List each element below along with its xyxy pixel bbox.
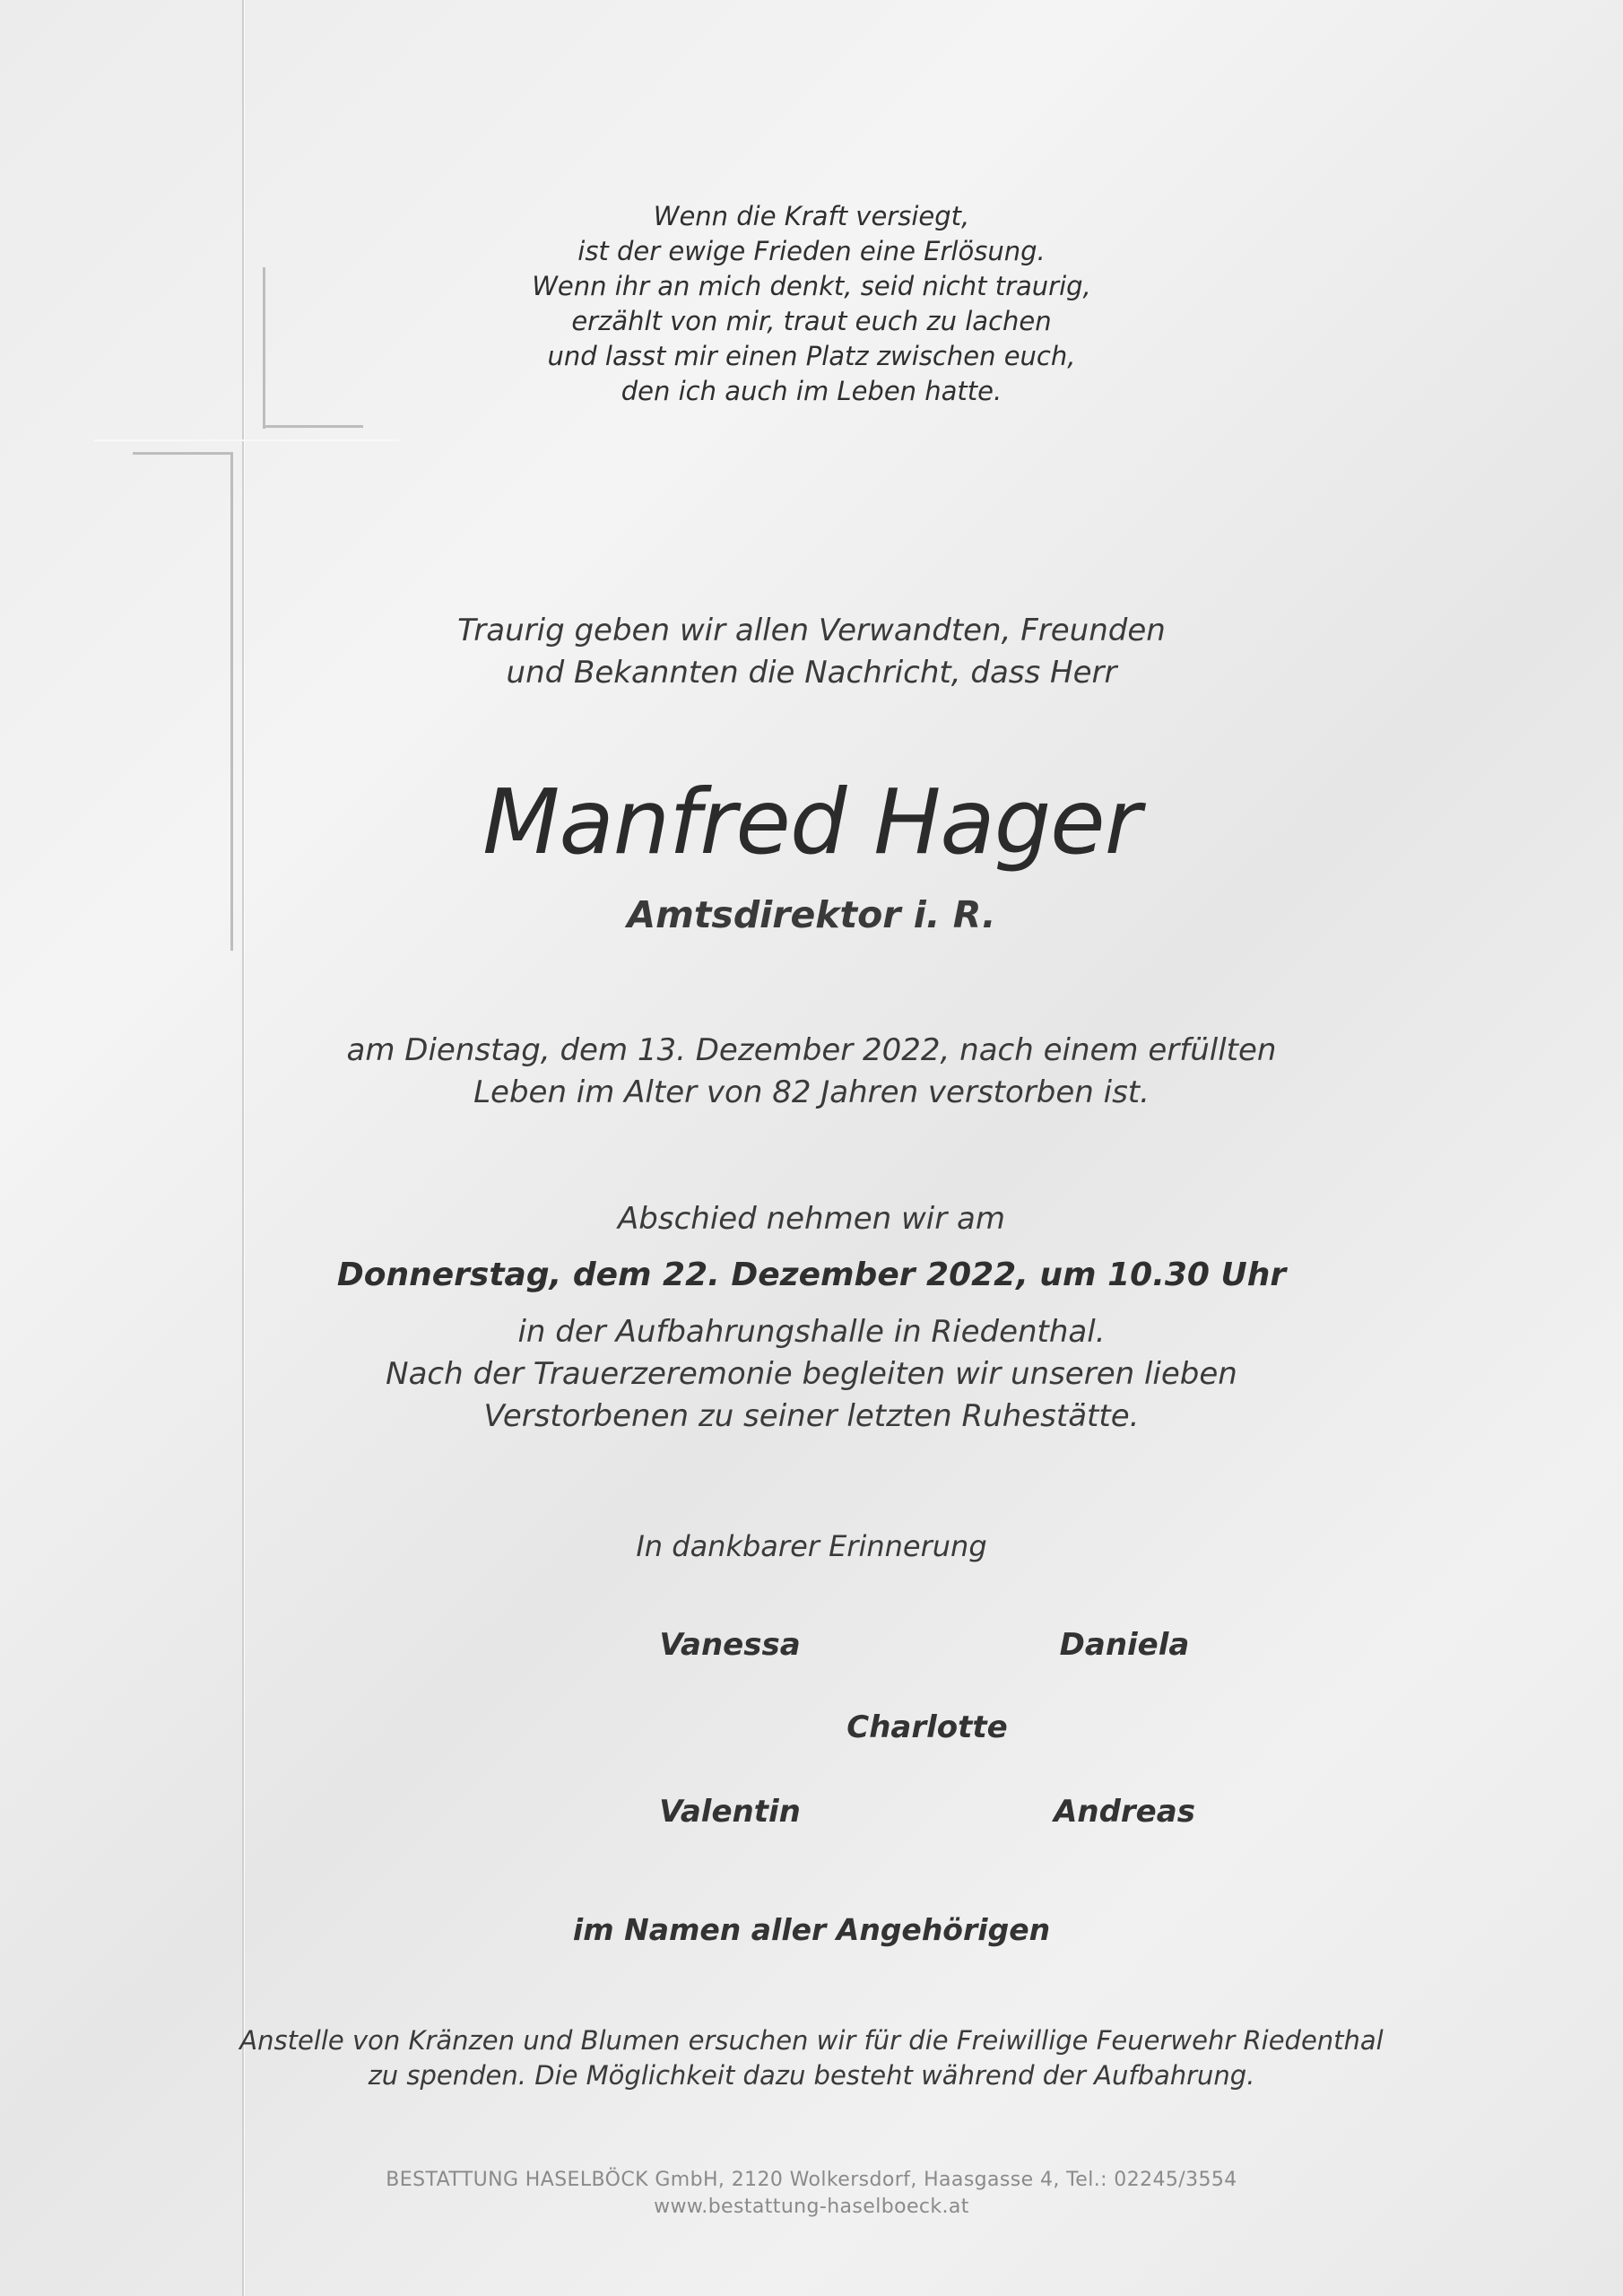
mourner-name: Charlotte bbox=[846, 1709, 1008, 1745]
footer-website: www.bestattung-haselboeck.at bbox=[654, 2196, 969, 2218]
farewell-line: Nach der Trauerzeremonie begleiten wir unseren lieben bbox=[386, 1356, 1237, 1392]
mourner-name: Daniela bbox=[1059, 1627, 1190, 1663]
farewell-details bbox=[0, 1311, 1623, 1438]
footer-company: BESTATTUNG HASELBÖCK GmbH, 2120 Wolkersdorf, Haasgasse 4, Tel.: 02245/3554 bbox=[386, 2169, 1237, 2191]
mourner-name: Vanessa bbox=[659, 1627, 801, 1663]
family-note: im Namen aller Angehörigen bbox=[572, 1912, 1051, 1947]
donation-line: zu spenden. Die Möglichkeit dazu besteht während der Aufbahrung. bbox=[368, 2060, 1255, 2091]
farewell-date: Donnerstag, dem 22. Dezember 2022, um 10.30 Uhr bbox=[336, 1257, 1287, 1293]
farewell-line: Verstorbenen zu seiner letzten Ruhestätte. bbox=[483, 1398, 1140, 1434]
farewell-line: in der Aufbahrungshalle in Riedenthal. bbox=[517, 1314, 1106, 1350]
deceased-name: Manfred Hager bbox=[482, 770, 1141, 874]
farewell-intro: Abschied nehmen wir am bbox=[618, 1201, 1005, 1237]
poem-line: Wenn ihr an mich denkt, seid nicht traurig, bbox=[532, 271, 1091, 301]
mourner-name: Andreas bbox=[1054, 1794, 1195, 1830]
announcement-text bbox=[0, 610, 1623, 694]
death-line: am Dienstag, dem 13. Dezember 2022, nach einem erfüllten bbox=[346, 1032, 1277, 1068]
memory-heading: In dankbarer Erinnerung bbox=[636, 1529, 987, 1563]
poem-line: ist der ewige Frieden eine Erlösung. bbox=[577, 236, 1046, 266]
death-line: Leben im Alter von 82 Jahren verstorben ist. bbox=[473, 1074, 1150, 1110]
announcement-line: und Bekannten die Nachricht, dass Herr bbox=[506, 655, 1117, 691]
mourner-name: Valentin bbox=[659, 1794, 801, 1830]
funeral-home-footer bbox=[0, 2167, 1623, 2221]
poem-line: den ich auch im Leben hatte. bbox=[621, 376, 1002, 406]
donation-note bbox=[0, 2023, 1623, 2093]
deceased-title: Amtsdirektor i. R. bbox=[627, 893, 996, 936]
announcement-line: Traurig geben wir allen Verwandten, Freunden bbox=[457, 613, 1166, 648]
donation-line: Anstelle von Kränzen und Blumen ersuchen wir für die Freiwillige Feuerwehr Riedenthal bbox=[239, 2025, 1384, 2056]
death-info bbox=[0, 1030, 1623, 1114]
poem-line: und lasst mir einen Platz zwischen euch, bbox=[547, 341, 1076, 371]
poem-line: erzählt von mir, traut euch zu lachen bbox=[571, 306, 1052, 336]
poem-line: Wenn die Kraft versiegt, bbox=[653, 201, 970, 231]
poem-block bbox=[0, 199, 1623, 409]
